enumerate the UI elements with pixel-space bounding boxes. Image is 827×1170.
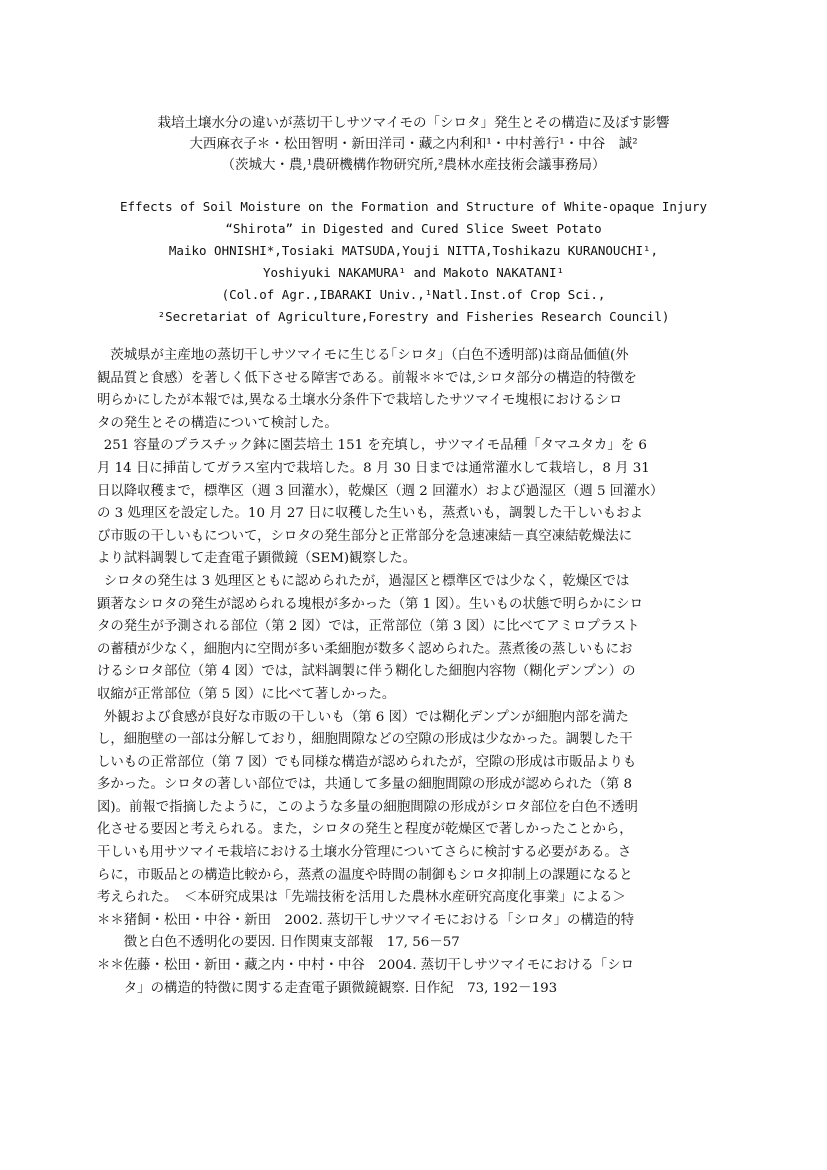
p4-line: 考えられた。 ＜本研究成果は「先端技術を活用した農林水産研究高度化事業」による＞ xyxy=(97,890,626,906)
reference-1-line-2: 徴と白色不透明化の要因. 日作関東支部報 17, 56－57 xyxy=(123,935,460,951)
p1-line: 明らかにしたが本報では,異なる土壌水分条件下で栽培したサツマイモ塊根におけるシロ xyxy=(97,393,623,409)
paragraph-2 xyxy=(97,435,731,571)
p4-line: し，細胞壁の一部は分解しており，細胞間隙などの空隙の形成は少なかった。調製した干 xyxy=(97,732,633,748)
p2-line: 日以降収穫まで，標準区（週 3 回灌水），乾燥区（週 2 回灌水）および過湿区（週 5 回灌水） xyxy=(97,483,664,499)
paragraph-3 xyxy=(97,571,731,707)
english-affiliations-line-2: ²Secretariat of Agriculture,Forestry and Fisheries Research Council) xyxy=(157,309,670,324)
japanese-authors: 大西麻衣子＊・松田智明・新田洋司・藏之内利和¹・中村善行¹・中谷 誠² xyxy=(189,136,638,152)
p3-line: けるシロタ部位（第 4 図）では，試料調製に伴う糊化した細胞内容物（糊化デンプン）の xyxy=(97,664,636,680)
p2-line: び市販の干しいもについて，シロタの発生部分と正常部分を急速凍結－真空凍結乾燥法に xyxy=(97,528,633,544)
p1-line: 茨城県が主産地の蒸切干しサツマイモに生じる｢シロタ｣（白色不透明部)は商品価値(外 xyxy=(110,348,629,363)
p4-line: しいもの正常部位（第 7 図）でも同様な構造が認められたが，空隙の形成は市販品よりも xyxy=(97,754,637,770)
p4-line: らに，市販品との構造比較から，蒸煮の温度や時間の制御もシロタ抑制上の課題になると xyxy=(97,867,633,883)
paragraph-4 xyxy=(97,707,731,910)
p2-line: より試料調製して走査電子顕微鏡（SEM)観察した。 xyxy=(97,551,417,567)
english-authors-line-1: Maiko OHNISHI*,Tosiaki MATSUDA,Youji NITTA,Toshikazu KURANOUCHI¹, xyxy=(168,243,659,258)
p3-line: 収縮が正常部位（第 5 図）に比べて著しかった。 xyxy=(97,686,396,702)
p3-line: の蓄積が少なく，細胞内に空間が多い柔細胞が数多く認められた。蒸煮後の蒸しいもにお xyxy=(97,641,633,657)
english-affiliations-line-1: (Col.of Agr.,IBARAKI Univ.,¹Natl.Inst.of Crop Sci., xyxy=(221,287,606,302)
paragraph-1 xyxy=(97,345,731,435)
english-title-line-1: Effects of Soil Moisture on the Formation and Structure of White-opaque Injury xyxy=(120,199,707,214)
p3-line: シロタの発生は 3 処理区ともに認められたが，過湿区と標準区では少なく，乾燥区では xyxy=(103,573,630,589)
p4-line: 干しいも用サツマイモ栽培における土壌水分管理についてさらに検討する必要がある。さ xyxy=(97,845,632,861)
p1-line: 観品質と食感）を著しく低下させる障害である。前報＊＊では,シロタ部分の構造的特徴を xyxy=(97,370,637,386)
english-authors-line-2: Yoshiyuki NAKAMURA¹ and Makoto NAKATANI¹ xyxy=(262,265,565,280)
reference-2-line-1: ＊＊佐藤・松田・新田・藏之内・中村・中谷 2004. 蒸切干しサツマイモにおける「シロ xyxy=(97,958,634,974)
p4-line: 多かった。シロタの著しい部位では，共通して多量の細胞間隙の形成が認められた（第 8 xyxy=(97,777,633,793)
p1-line: タの発生とその構造について検討した。 xyxy=(97,415,338,431)
reference-2-line-2: タ」の構造的特徴に関する走査電子顕微鏡観察. 日作紀 73, 192－193 xyxy=(123,980,558,996)
p2-line: 月 14 日に挿苗してガラス室内で栽培した。8 月 30 日までは通常灌水して栽培し，8 月 31 xyxy=(97,460,650,476)
japanese-affiliations: （茨城大・農,¹農研機構作物研究所,²農林水産技術会議事務局） xyxy=(221,157,606,173)
p3-line: タの発生が予測される部位（第 2 図）では，正常部位（第 3 図）に比べてアミロプラスト xyxy=(97,619,640,635)
p4-line: 化させる要因と考えられる。また，シロタの発生と程度が乾燥区で著しかったことから， xyxy=(97,822,633,838)
japanese-title: 栽培土壌水分の違いが蒸切干しサツマイモの「シロタ」発生とその構造に及ぼす影響 xyxy=(157,115,670,131)
references xyxy=(97,910,731,1000)
english-title-line-2: “Shirota” in Digested and Cured Slice Sweet Potato xyxy=(225,221,602,236)
reference-1-line-1: ＊＊猪飼・松田・中谷・新田 2002. 蒸切干しサツマイモにおける「シロタ」の構造的特 xyxy=(97,912,634,928)
p4-line: 図)。前報で指摘したように，このような多量の細胞間隙の形成がシロタ部位を白色不透明 xyxy=(97,799,638,815)
p2-line: の 3 処理区を設定した。10 月 27 日に収穫した生いも，蒸煮いも，調製した干しいもおよ xyxy=(97,506,643,522)
p2-line: 251 容量のプラスチック鉢に園芸培土 151 を充填し，サツマイモ品種「タマユタカ」を 6 xyxy=(103,438,647,454)
p3-line: 顕著なシロタの発生が認められる塊根が多かった（第 1 図）。生いもの状態で明らかにシロ xyxy=(97,596,643,612)
body-text xyxy=(97,345,731,1000)
p4-line: 外観および食感が良好な市販の干しいも（第 6 図）では糊化デンプンが細胞内部を満た xyxy=(103,709,629,725)
